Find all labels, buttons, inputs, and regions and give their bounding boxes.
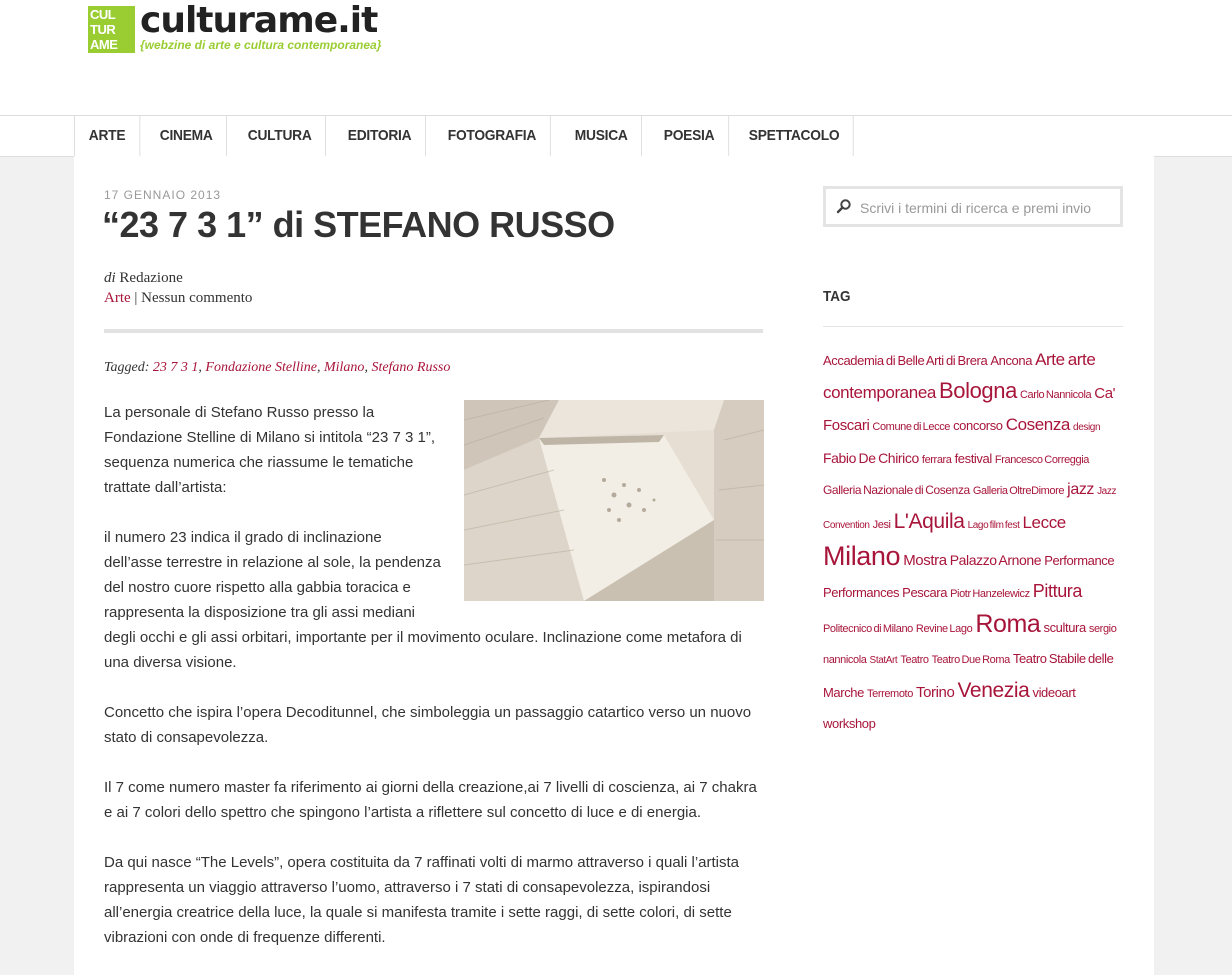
tag-cloud-link[interactable]: festival [954,451,992,466]
tag-cloud-link[interactable]: Ca' Foscari [823,385,1116,434]
tunnel-artwork-image [464,400,764,601]
logo-mark-text: CUL TUR AME [90,7,118,52]
search-input[interactable] [858,195,1112,221]
tag-cloud-link[interactable]: Comune di Lecce [872,421,951,433]
tag-cloud-link[interactable]: Carlo Nannicola [1019,389,1092,401]
tag-cloud-link[interactable]: Teatro [900,654,929,666]
site-header [0,0,1232,115]
tag-cloud-link[interactable]: Arte [1035,350,1065,369]
comments-link[interactable]: Nessun commento [141,290,253,306]
main-navigation [0,115,1232,157]
tag-cloud-link[interactable]: Jazz Convention [823,486,1117,531]
nav-item-cinema[interactable]: CINEMA [146,116,227,156]
paragraph: Concetto che ispira l’opera Decoditunnel, che simboleggia un passaggio catartico verso un nuovo stato di consapevolezza. [104,704,752,746]
site-tagline: {webzine di arte e cultura contemporanea} [140,38,382,52]
paragraph: La personale di Stefano Russo presso la Fondazione Stelline di Milano si intitola “23 7 3 1”, sequenza numerica che riassume le tematiche trattate dall’artista: [104,404,436,496]
post-content [104,400,764,975]
post-author[interactable]: Redazione [119,270,183,286]
tag-cloud-link[interactable]: Francesco Correggia [994,454,1090,466]
tag-widget-title: TAG [823,288,851,305]
tag-cloud-link[interactable]: Venezia [957,679,1030,702]
nav-item-cultura[interactable]: CULTURA [234,116,326,156]
paragraph: il numero 23 indica il grado di inclinazione dell’asse terrestre in relazione al sole, la pendenza del nostro cuore rispetto alla gabbia toracica e rappresenta la disposizione tra gli assi mediani degli occhi e gli assi orbitari, importante per il movimento oculare. Inclinazione come metafora di una diversa visione. [104,529,742,671]
tag-cloud-link[interactable]: concorso [953,418,1003,433]
tag-cloud-link[interactable]: Piotr Hanzelewicz [950,588,1030,600]
tag-cloud-link[interactable]: Galleria Nazionale di Cosenza [823,483,970,497]
tag-cloud-link[interactable]: Bologna [938,378,1017,403]
tag-cloud-link[interactable]: jazz [1067,481,1095,498]
nav-item-arte[interactable]: ARTE [75,116,140,156]
tag-link[interactable]: Milano [323,360,365,375]
nav-item-editoria[interactable]: EDITORIA [334,116,426,156]
site-name[interactable]: culturame.it [140,0,378,41]
tag-cloud-link[interactable]: Pescara [902,585,948,600]
tag-cloud-link[interactable]: Revine Lago [915,623,973,635]
tag-cloud [823,345,1125,739]
nav-item-poesia[interactable]: POESIA [650,116,729,156]
tag-cloud-link[interactable]: Performances [823,585,900,600]
paragraph: Da qui nasce “The Levels”, opera costituita da 7 raffinati volti di marmo attraverso i quali l’artista rappresenta un viaggio attraverso l’uomo, attraverso i 7 stati di consapevolezza, ispirandosi all’energia creatrice della luce, la quale si manifesta tramite i sette raggi, di sette colori, di sette vibrazioni con onde di frequenze differenti. [104,854,740,946]
tag-link[interactable]: Fondazione Stelline [205,360,317,375]
nav-item-spettacolo[interactable]: SPETTACOLO [735,116,854,156]
nav-menu [74,116,865,156]
post-tags: Tagged: 23 7 3 1, Fondazione Stelline, Milano, Stefano Russo [104,360,451,375]
tag-cloud-link[interactable]: sergio nannicola [823,623,1117,666]
logo-mark [88,6,135,53]
tag-cloud-link[interactable]: Palazzo Arnone [949,552,1042,568]
tag-cloud-link[interactable]: Cosenza [1005,415,1070,434]
tag-divider [823,326,1123,327]
tag-cloud-link[interactable]: Jesi [872,519,891,531]
tag-cloud-link[interactable]: scultura [1043,620,1086,635]
tag-cloud-link[interactable]: Accademia di Belle Arti di Brera [823,353,988,368]
search-icon [836,198,852,214]
nav-item-musica[interactable]: MUSICA [561,116,642,156]
post-title: “23 7 3 1” di STEFANO RUSSO [102,204,615,245]
post-category-link[interactable]: Arte [104,290,131,306]
artwork-photo[interactable] [464,400,764,601]
tag-cloud-link[interactable]: Performance [1044,553,1115,568]
tag-cloud-link[interactable]: videoart [1032,685,1076,700]
tag-cloud-link[interactable]: arte contemporanea [823,350,1096,402]
tag-cloud-link[interactable]: L'Aquila [893,510,965,533]
tag-cloud-link[interactable]: design [1073,422,1101,433]
tag-cloud-link[interactable]: Politecnico di Milano [823,623,913,635]
tag-link[interactable]: Stefano Russo [371,360,451,375]
page-container [74,156,1154,975]
paragraph: Il 7 come numero master fa riferimento ai giorni della creazione,ai 7 livelli di coscienza, ai 7 chakra e ai 7 colori dello spettro che spingono l’artista a riflettere sul concetto di luce e di energia. [104,779,757,821]
tag-cloud-link[interactable]: Pittura [1032,581,1083,601]
title-divider [104,329,763,333]
tag-cloud-link[interactable]: Ancona [990,353,1033,368]
nav-item-fotografia[interactable]: FOTOGRAFIA [434,116,551,156]
tag-cloud-link[interactable]: StatArt [869,655,898,666]
tag-cloud-link[interactable]: ferrara [921,454,952,466]
post-byline [104,270,183,287]
tagged-label: Tagged: [104,360,150,375]
tag-cloud-link[interactable]: workshop [823,716,876,731]
byline-prefix: di [104,270,116,286]
tag-cloud-link[interactable]: Fabio De Chirico [823,450,919,466]
tag-cloud-link[interactable]: Torino [915,684,955,701]
tag-cloud-link[interactable]: Milano [823,541,901,571]
tag-cloud-link[interactable]: Roma [975,610,1041,638]
tag-cloud-link[interactable]: Terremoto [867,688,913,700]
tag-cloud-link[interactable]: Galleria OltreDimore [972,485,1065,497]
tag-cloud-link[interactable]: Mostra [903,552,947,569]
tag-cloud-link[interactable]: Lago film fest [967,520,1020,531]
post-meta [104,290,252,307]
tag-link[interactable]: 23 7 3 1 [152,360,199,375]
post-date: 17 GENNAIO 2013 [104,188,222,202]
meta-separator: | [134,290,138,306]
tag-cloud-link[interactable]: Lecce [1022,513,1066,532]
tag-cloud-link[interactable]: Teatro Stabile delle Marche [823,651,1114,700]
tag-cloud-link[interactable]: Teatro Due Roma [931,654,1010,666]
search-box [823,186,1123,227]
